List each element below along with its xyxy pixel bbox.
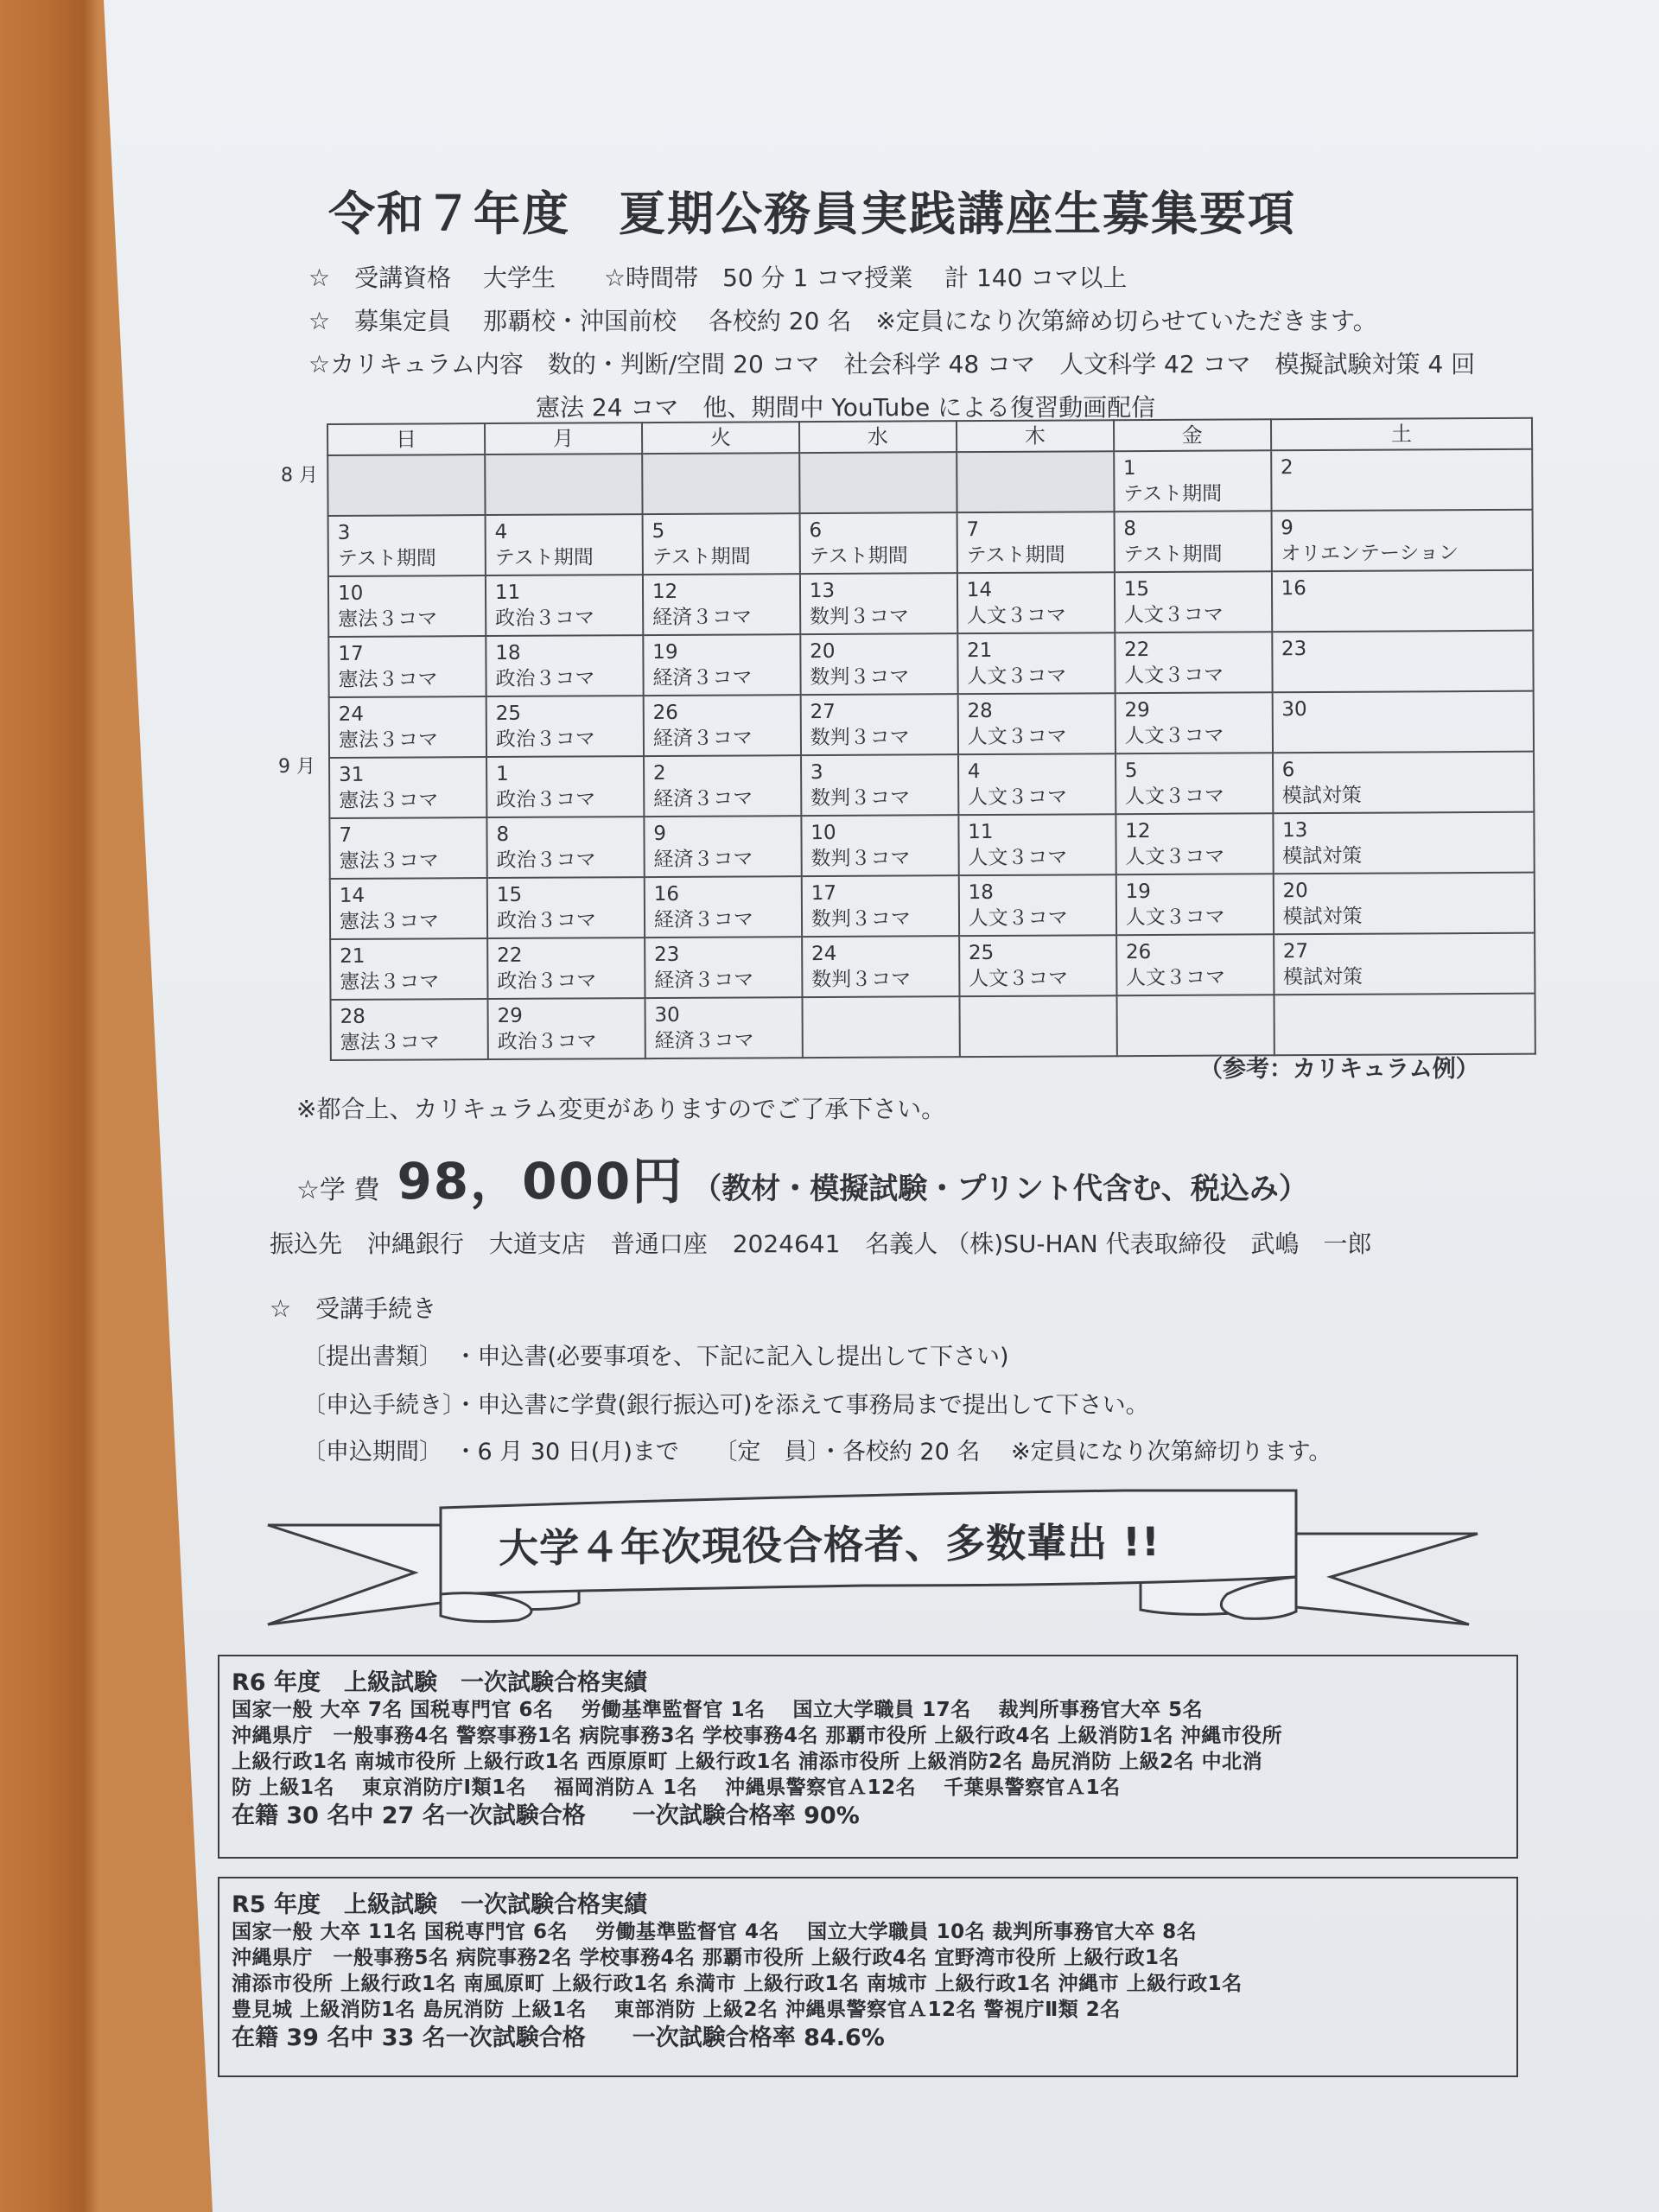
day-subject <box>1126 999 1264 1000</box>
calendar-day-cell <box>958 753 1116 815</box>
calendar-day-cell <box>957 572 1115 633</box>
calendar-day-cell <box>1114 511 1271 572</box>
day-number <box>652 457 790 458</box>
calendar-day-cell <box>487 998 645 1059</box>
calendar-day-cell <box>645 997 802 1058</box>
day-number: 28 <box>967 699 993 723</box>
day-subject: 政治３コマ <box>495 607 595 630</box>
day-number: 10 <box>810 821 836 845</box>
weekday-header: 月 <box>485 423 642 454</box>
r5-line-4: 豊見城 上級消防1名 島尻消防 上級1名 東部消防 上級2名 沖縄県警察官Ａ12名 警視庁Ⅱ類 2名 <box>232 1999 1121 2021</box>
day-subject <box>337 459 475 460</box>
calendar-week-row <box>329 752 1534 818</box>
day-number: 24 <box>810 942 837 966</box>
r6-line-3: 上級行政1名 南城市役所 上級行政1名 西原原町 上級行政1名 浦添市役所 上級消防2名 島尻消防 上級2名 中北消 <box>232 1751 1263 1773</box>
day-number: 8 <box>1123 518 1137 541</box>
procedure-heading: ☆ 受講手続き <box>270 1294 437 1323</box>
r5-heading: R5 年度 上級試験 一次試験合格実績 <box>232 1891 647 1918</box>
day-number: 14 <box>339 884 365 907</box>
calendar-day-cell <box>487 877 645 938</box>
day-subject: 政治３コマ <box>496 909 597 932</box>
day-subject: 憲法３コマ <box>338 668 438 691</box>
calendar-day-cell <box>958 874 1116 936</box>
calendar-day-cell <box>644 816 801 877</box>
weekday-header: 土 <box>1271 418 1533 451</box>
bank-holder: 名義人 （株)SU-HAN 代表取締役 武嶋 一郎 <box>865 1230 1372 1258</box>
day-subject: 憲法３コマ <box>339 789 439 812</box>
day-number: 1 <box>1122 457 1136 480</box>
day-subject: 経済３コマ <box>652 606 753 630</box>
r5-line-3: 浦添市役所 上級行政1名 南風原町 上級行政1名 糸満市 上級行政1名 南城市 上級行政1名 沖縄市 上級行政1名 <box>232 1973 1243 1995</box>
weekday-header: 火 <box>642 422 799 454</box>
calendar-day-cell <box>1271 449 1533 512</box>
day-subject: テスト期間 <box>337 547 436 570</box>
calendar-day-cell <box>1273 873 1535 935</box>
fee-amount: 98，000円 <box>397 1152 684 1211</box>
calendar-day-cell <box>1271 510 1533 572</box>
calendar-day-cell <box>330 938 487 1000</box>
day-subject: 数判３コマ <box>810 726 910 750</box>
day-subject: 憲法３コマ <box>340 1031 440 1054</box>
weekday-header: 金 <box>1114 419 1271 451</box>
calendar-day-cell <box>957 632 1115 694</box>
bank-name: 沖縄銀行 <box>366 1230 464 1258</box>
calendar-day-cell <box>328 636 486 697</box>
day-subject: 人文３コマ <box>1125 845 1225 869</box>
calendar-day-cell <box>1273 812 1535 874</box>
calendar-day-cell <box>328 515 486 576</box>
day-number: 21 <box>340 944 365 968</box>
day-number: 24 <box>338 702 365 726</box>
day-number: 10 <box>337 582 364 605</box>
day-subject: 人文３コマ <box>969 967 1069 991</box>
calendar-week-row <box>329 812 1534 879</box>
day-subject <box>969 1000 1107 1001</box>
day-number: 18 <box>968 880 994 905</box>
day-subject: 経済３コマ <box>653 787 753 811</box>
day-number: 19 <box>1125 880 1151 904</box>
calendar-day-cell <box>802 996 959 1058</box>
day-subject: 政治３コマ <box>496 788 596 811</box>
day-number: 4 <box>494 520 508 543</box>
day-number: 19 <box>652 640 678 664</box>
day-subject: 人文３コマ <box>1124 785 1225 809</box>
day-number: 5 <box>652 519 665 543</box>
month-label-august: 8 月 <box>281 465 318 486</box>
calendar-day-cell <box>802 936 959 997</box>
r6-line-1: 国家一般 大卒 7名 国税専門官 6名 労働基準監督官 1名 国立大学職員 17名 裁判所事務官大卒 5名 <box>232 1699 1204 1721</box>
day-number: 13 <box>809 579 836 603</box>
day-number: 30 <box>1281 698 1307 721</box>
calendar-day-cell <box>330 999 487 1060</box>
calendar-week-row <box>329 691 1534 758</box>
day-subject: 人文３コマ <box>967 725 1067 749</box>
calendar-day-cell <box>957 693 1115 754</box>
page-title: 令和７年度 夏期公務員実践講座生募集要項 <box>328 187 1296 241</box>
day-number: 12 <box>1125 820 1151 843</box>
day-subject <box>1283 998 1525 999</box>
day-subject: 人文３コマ <box>1125 906 1225 930</box>
day-number: 30 <box>654 1003 680 1027</box>
calendar-week-row <box>328 510 1533 576</box>
calendar-day-cell <box>801 754 958 816</box>
day-number: 25 <box>968 941 995 965</box>
day-subject <box>809 456 947 457</box>
calendar-day-cell <box>642 513 799 575</box>
day-number: 22 <box>497 944 523 967</box>
calendar-day-cell <box>1274 933 1535 995</box>
day-subject: 経済３コマ <box>652 727 753 751</box>
day-number: 20 <box>1282 880 1308 903</box>
day-subject: 憲法３コマ <box>338 728 438 752</box>
day-subject <box>494 458 632 459</box>
day-number: 13 <box>1282 819 1308 842</box>
calendar-day-cell <box>800 694 957 755</box>
day-subject: 人文３コマ <box>966 604 1066 628</box>
day-number: 14 <box>966 578 993 602</box>
day-number <box>969 1000 1107 1001</box>
day-number: 27 <box>810 700 836 724</box>
day-subject: 数判３コマ <box>810 847 911 871</box>
calendar-day-cell <box>487 938 645 999</box>
r5-line-1: 国家一般 大卒 11名 国税専門官 6名 労働基準監督官 4名 国立大学職員 10名 裁判所事務官大卒 8名 <box>232 1921 1198 1943</box>
calendar-day-cell <box>1116 753 1273 814</box>
calendar-day-cell <box>486 817 644 878</box>
r5-summary: 在籍 39 名中 33 名一次試験合格 一次試験合格率 84.6% <box>232 2024 885 2051</box>
day-number: 11 <box>494 581 521 604</box>
bank-account-type: 普通口座 <box>610 1230 708 1258</box>
day-number: 9 <box>1281 517 1294 540</box>
calendar-day-cell <box>800 633 957 695</box>
month-label-september: 9 月 <box>278 756 315 778</box>
day-subject <box>966 455 1104 456</box>
day-subject: 経済３コマ <box>654 1029 754 1053</box>
day-number: 12 <box>652 580 678 604</box>
day-subject: テスト期間 <box>966 543 1065 568</box>
day-subject: 模試対策 <box>1282 844 1363 868</box>
info-curriculum: ☆カリキュラム内容 数的・判断/空間 20 コマ 社会科学 48 コマ 人文科学 42 コマ 模擬試験対策 4 回 <box>308 350 1476 378</box>
day-subject: 模試対策 <box>1282 905 1363 929</box>
day-subject: テスト期間 <box>809 544 908 569</box>
day-subject: 政治３コマ <box>497 1030 597 1053</box>
calendar-day-cell <box>486 635 643 696</box>
day-subject: 経済３コマ <box>653 848 753 872</box>
day-number: 26 <box>1125 941 1152 964</box>
calendar-day-cell <box>958 814 1116 875</box>
day-number: 8 <box>496 823 510 846</box>
day-subject: 憲法３コマ <box>339 910 440 933</box>
procedure-documents: 〔提出書類〕 ・申込書(必要事項を、下記に記入し提出して下さい) <box>302 1344 1009 1370</box>
day-subject <box>652 457 790 458</box>
day-number: 29 <box>497 1004 523 1027</box>
day-number: 1 <box>495 762 509 785</box>
day-number: 5 <box>1124 760 1138 783</box>
day-subject: 模試対策 <box>1282 965 1363 989</box>
curriculum-calendar <box>327 417 1536 1061</box>
day-subject: 憲法３コマ <box>339 849 439 873</box>
calendar-week-row <box>330 933 1535 1000</box>
calendar-day-cell <box>957 512 1114 573</box>
calendar-day-cell <box>327 454 485 516</box>
info-curriculum-extra: 憲法 24 コマ 他、期間中 YouTube による復習動画配信 <box>536 393 1156 422</box>
day-number <box>809 456 947 457</box>
day-number: 2 <box>1280 456 1294 480</box>
calendar-day-cell <box>645 876 802 938</box>
day-number: 16 <box>653 882 680 906</box>
calendar-day-cell <box>802 875 959 937</box>
calendar-day-cell <box>1115 692 1272 753</box>
day-subject: 政治３コマ <box>497 969 597 993</box>
calendar-day-cell <box>1116 995 1274 1056</box>
calendar-day-cell <box>642 453 799 514</box>
day-subject: 経済３コマ <box>653 908 753 932</box>
calendar-week-row <box>328 631 1533 697</box>
day-subject: 経済３コマ <box>652 666 753 690</box>
day-subject: 人文３コマ <box>968 906 1068 931</box>
calendar-day-cell <box>1115 571 1272 632</box>
calendar-week-row <box>328 570 1533 637</box>
calendar-day-cell <box>1116 934 1274 995</box>
day-number: 3 <box>337 521 351 544</box>
bank-transfer-info <box>270 1225 1389 1260</box>
calendar-day-cell <box>485 514 642 575</box>
r6-heading: R6 年度 上級試験 一次試験合格実績 <box>232 1669 647 1696</box>
day-number: 15 <box>1123 578 1150 601</box>
r5-results-box <box>218 1877 1518 2077</box>
bank-label: 振込先 <box>270 1230 343 1258</box>
day-subject: 数判３コマ <box>811 968 912 992</box>
calendar-day-cell <box>957 451 1114 512</box>
calendar-day-cell <box>959 995 1116 1057</box>
calendar-day-cell <box>800 573 957 634</box>
bank-account-number: 2024641 <box>732 1230 841 1258</box>
banner-text: 大学４年次現役合格者、多数輩出 !! <box>498 1517 1161 1573</box>
day-subject: 数判３コマ <box>810 786 911 810</box>
day-number: 23 <box>1281 638 1307 661</box>
day-subject: 模試対策 <box>1281 784 1362 808</box>
fee-label: ☆学 費 <box>296 1175 380 1205</box>
fee-line <box>296 1141 1308 1213</box>
calendar-day-cell <box>801 815 958 876</box>
calendar-day-cell <box>486 756 644 817</box>
day-subject: 政治３コマ <box>495 728 595 751</box>
day-subject: 人文３コマ <box>967 664 1067 689</box>
calendar-week-row <box>330 873 1535 939</box>
day-number: 25 <box>495 702 522 725</box>
day-subject: テスト期間 <box>494 546 594 569</box>
calendar-day-cell <box>959 935 1116 996</box>
calendar-day-cell <box>644 755 801 817</box>
fee-included: （教材・模擬試験・プリント代含む、税込み） <box>692 1172 1308 1206</box>
calendar-day-cell <box>1272 570 1534 632</box>
day-number: 6 <box>809 519 823 543</box>
day-subject: 憲法３コマ <box>340 970 440 994</box>
day-subject: 政治３コマ <box>496 849 596 872</box>
calendar-day-cell <box>329 696 486 758</box>
calendar-day-cell <box>330 878 487 939</box>
weekday-header: 日 <box>327 423 485 455</box>
weekday-header: 水 <box>799 421 957 453</box>
day-subject: 憲法３コマ <box>338 607 438 631</box>
day-number: 16 <box>1281 577 1306 601</box>
calendar-day-cell <box>1274 994 1535 1056</box>
reference-note: （参考：カリキュラム例） <box>1199 1056 1479 1083</box>
day-number: 3 <box>810 760 823 785</box>
calendar-day-cell <box>329 757 486 818</box>
calendar-day-cell <box>1114 450 1271 512</box>
day-subject: 人文３コマ <box>967 785 1068 810</box>
calendar-day-cell <box>644 695 801 756</box>
day-subject: 人文３コマ <box>1123 603 1224 627</box>
day-subject: 経済３コマ <box>654 969 754 993</box>
day-number: 9 <box>653 822 667 846</box>
day-number: 28 <box>340 1005 365 1028</box>
day-number: 11 <box>968 820 994 844</box>
day-number: 29 <box>1124 699 1150 722</box>
r5-line-2: 沖縄県庁 一般事務5名 病院事務2名 学校事務4名 那覇市役所 上級行政4名 宜野湾市役所 上級行政1名 <box>232 1947 1180 1969</box>
day-number: 6 <box>1281 759 1295 782</box>
day-number: 7 <box>966 518 980 542</box>
day-subject: 政治３コマ <box>495 667 595 690</box>
calendar-day-cell <box>799 452 957 513</box>
day-number: 17 <box>810 881 837 906</box>
calendar-day-cell <box>1116 813 1273 874</box>
day-subject: 人文３コマ <box>1124 664 1224 688</box>
r6-line-2: 沖縄県庁 一般事務4名 警察事務1名 病院事務3名 学校事務4名 那覇市役所 上級行政4名 上級消防1名 沖縄市役所 <box>232 1725 1283 1747</box>
calendar-week-row <box>327 449 1532 516</box>
r6-results-box <box>218 1655 1518 1859</box>
day-subject: オリエンテーション <box>1281 542 1459 566</box>
day-subject: 人文３コマ <box>968 846 1068 870</box>
day-number: 27 <box>1282 940 1309 963</box>
calendar-day-cell <box>1272 691 1534 753</box>
calendar-day-cell <box>799 512 957 574</box>
day-number: 18 <box>495 641 521 664</box>
weekday-header: 木 <box>957 420 1114 452</box>
day-number <box>966 455 1104 456</box>
day-number: 7 <box>339 823 353 847</box>
day-subject: 数判３コマ <box>809 605 910 629</box>
calendar-day-cell <box>1272 631 1534 693</box>
calendar-day-cell <box>1115 632 1272 693</box>
day-subject: テスト期間 <box>652 545 751 569</box>
calendar-day-cell <box>1273 752 1535 814</box>
calendar-day-cell <box>486 696 644 757</box>
day-number: 20 <box>810 639 836 664</box>
day-subject: 人文３コマ <box>1124 724 1224 748</box>
r6-line-4: 防 上級1名 東京消防庁Ⅰ類1名 福岡消防Ａ 1名 沖縄県警察官Ａ12名 千葉県警察官Ａ1名 <box>232 1777 1121 1799</box>
day-subject: 数判３コマ <box>810 665 910 690</box>
procedure-steps: 〔申込手続き〕・申込書に学費(銀行振込可)を添えて事務局まで提出して下さい。 <box>302 1392 1149 1419</box>
day-subject: テスト期間 <box>1123 482 1223 506</box>
day-subject: 人文３コマ <box>1125 966 1226 990</box>
calendar-day-cell <box>1116 874 1273 935</box>
day-number <box>1283 998 1525 999</box>
calendar-day-cell <box>643 574 800 635</box>
info-capacity: ☆ 募集定員 那覇校・沖国前校 各校約 20 名 ※定員になり次第締め切らせていただきます。 <box>308 307 1377 335</box>
info-qualification: ☆ 受講資格 大学生 ☆時間帯 50 分 1 コマ授業 計 140 コマ以上 <box>308 264 1128 292</box>
day-number <box>337 459 475 460</box>
calendar-day-cell <box>485 454 642 515</box>
calendar-day-cell <box>643 634 800 696</box>
change-note: ※都合上、カリキュラム変更がありますのでご了承下さい。 <box>296 1095 946 1123</box>
day-number: 21 <box>967 639 993 663</box>
day-subject: テスト期間 <box>1123 543 1223 567</box>
day-number: 23 <box>654 943 680 967</box>
day-number: 22 <box>1124 639 1150 662</box>
day-number: 26 <box>652 701 678 725</box>
day-number: 15 <box>496 883 523 906</box>
day-number: 4 <box>967 760 981 784</box>
calendar-day-cell <box>328 575 486 637</box>
calendar-day-cell <box>329 817 486 879</box>
r6-summary: 在籍 30 名中 27 名一次試験合格 一次試験合格率 90% <box>232 1802 860 1829</box>
day-subject: 数判３コマ <box>810 907 911 931</box>
calendar-day-cell <box>645 937 802 998</box>
day-number <box>494 458 632 459</box>
day-number: 31 <box>339 763 365 786</box>
bank-branch: 大道支店 <box>488 1230 586 1258</box>
day-number <box>1126 999 1264 1000</box>
calendar-day-cell <box>486 575 643 636</box>
procedure-period: 〔申込期間〕 ・6 月 30 日(月)まで 〔定 員〕・各校約 20 名 ※定員になり次第締切ります。 <box>302 1439 1332 1465</box>
day-number: 17 <box>338 642 364 665</box>
day-number: 2 <box>652 761 666 785</box>
